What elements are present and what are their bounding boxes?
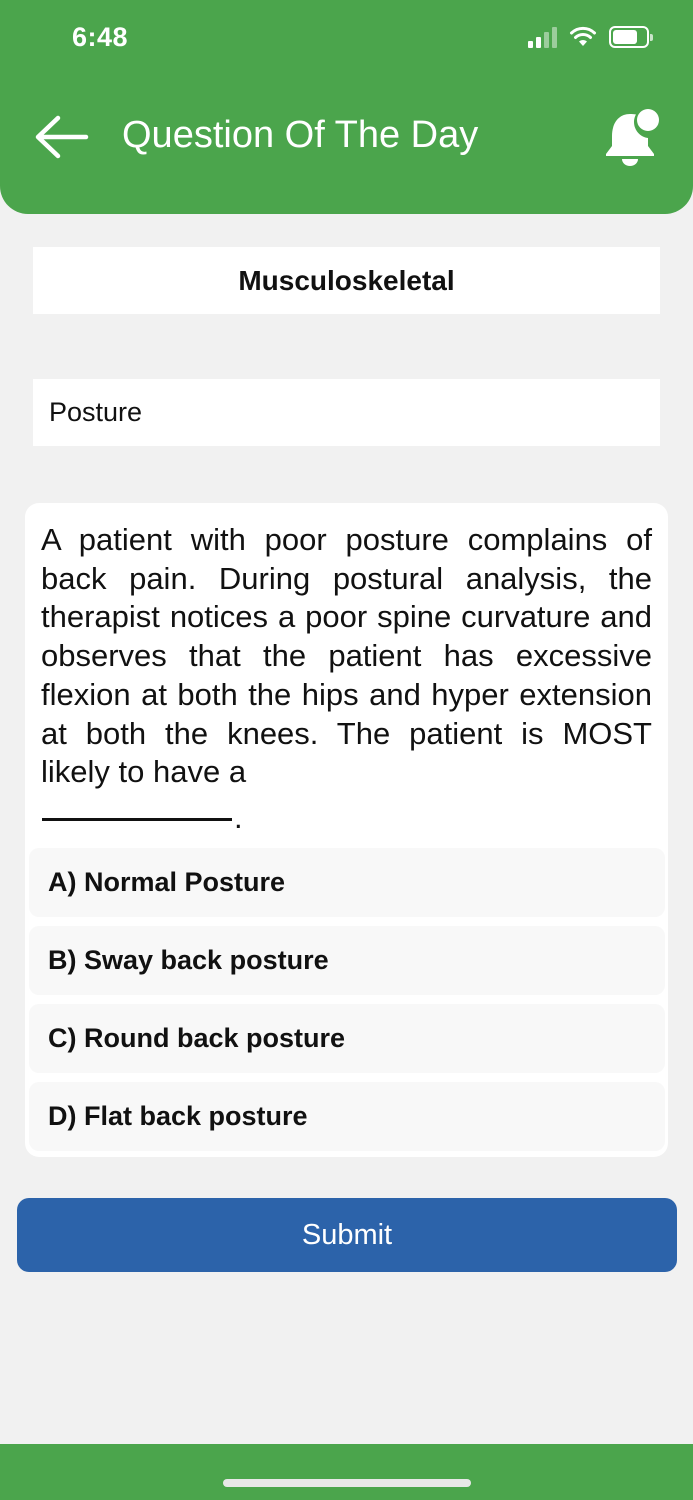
status-icons: [528, 26, 649, 48]
topic-card: [33, 379, 660, 446]
submit-label: Submit: [301, 1218, 393, 1251]
topic-label: Posture: [49, 397, 143, 427]
home-indicator[interactable]: [223, 1479, 471, 1487]
blank-suffix: .: [234, 800, 243, 835]
battery-icon: [609, 26, 649, 48]
back-button[interactable]: [32, 112, 90, 162]
status-time: 6:48: [72, 22, 129, 52]
option-a[interactable]: [29, 848, 665, 917]
wifi-icon: [569, 26, 597, 48]
option-d-label: D) Flat back posture: [48, 1101, 308, 1131]
option-c[interactable]: [29, 1004, 665, 1073]
question-text: A patient with poor posture complains of back pain. During postural analysis, the therapist notices a poor spine curvature and observes that the patient has excessive flexion at both the hips and hyper extension at both the knees. The patient is MOST likely to have a: [41, 522, 652, 790]
answer-blank: [42, 818, 232, 821]
option-d[interactable]: [29, 1082, 665, 1151]
submit-button[interactable]: [17, 1198, 677, 1272]
battery-level: [613, 30, 637, 44]
option-c-label: C) Round back posture: [48, 1023, 346, 1053]
question-card: [25, 503, 668, 1157]
bottom-bar: [0, 1444, 693, 1500]
cellular-signal-icon: [528, 26, 557, 48]
option-a-label: A) Normal Posture: [48, 867, 286, 897]
arrow-left-icon: [32, 112, 90, 162]
page-title: Question Of The Day: [122, 114, 479, 156]
bell-badge-icon: [600, 104, 664, 170]
notification-button[interactable]: [600, 104, 664, 170]
category-card: [33, 247, 660, 314]
app-header: [0, 0, 693, 214]
option-b-label: B) Sway back posture: [48, 945, 329, 975]
option-b[interactable]: [29, 926, 665, 995]
category-label: Musculoskeletal: [238, 264, 455, 296]
